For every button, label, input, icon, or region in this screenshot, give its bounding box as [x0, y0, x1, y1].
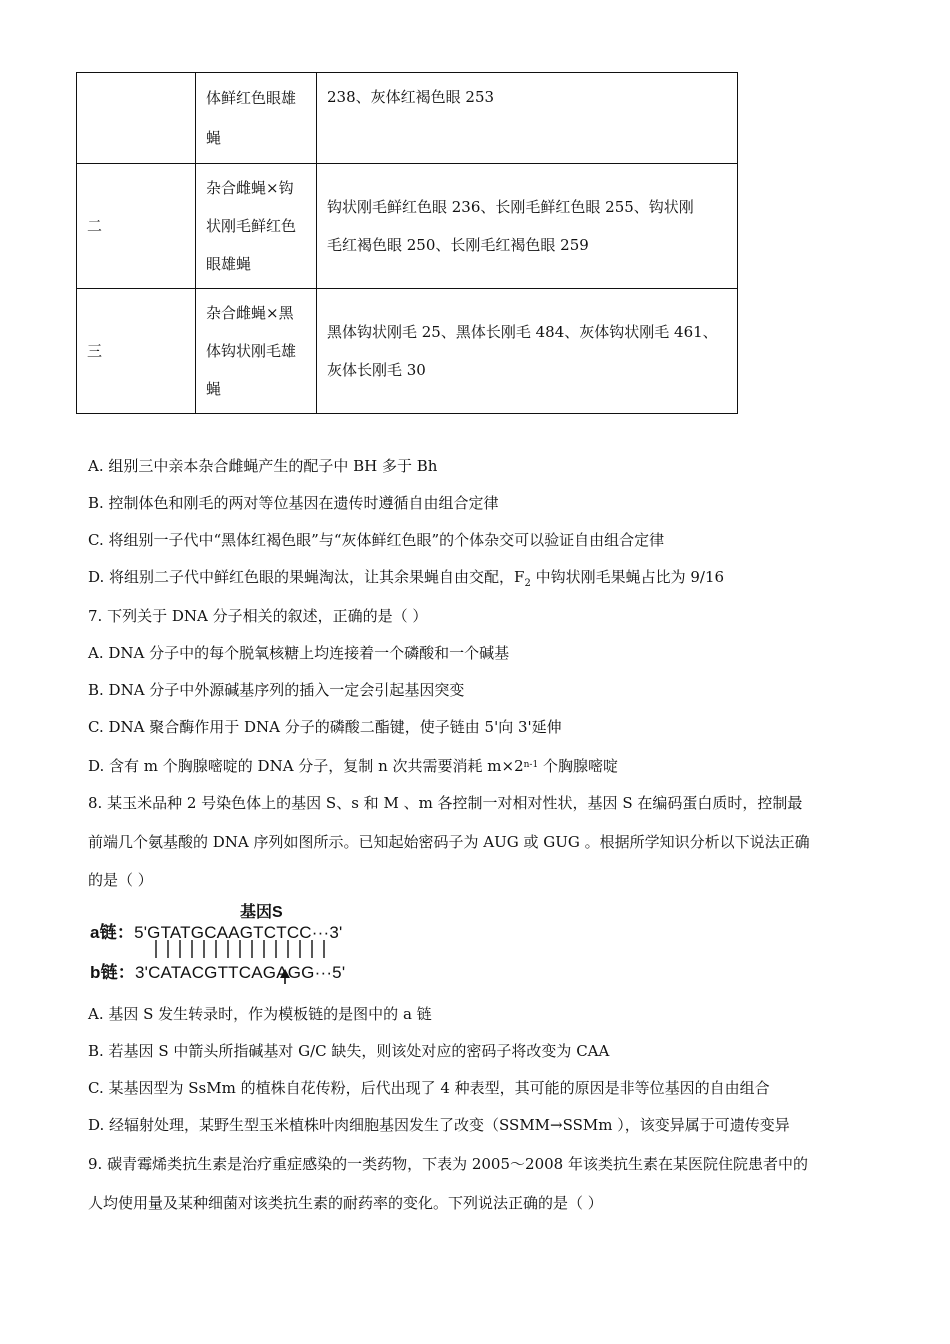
group-cell: 二	[77, 164, 196, 289]
cross-line: 蝇	[206, 380, 222, 398]
q8-option-b: B. 若基因 S 中箭头所指碱基对 G/C 缺失，则该处对应的密码子将改变为 CAA	[88, 1042, 610, 1060]
strand-a-sequence: 5'GTATGCAAGTCTCC···3'	[134, 923, 343, 942]
cross-cell	[196, 289, 317, 414]
cross-cell	[196, 73, 317, 164]
result-cell	[317, 289, 738, 414]
q8-option-a: A. 基因 S 发生转录时，作为模板链的是图中的 a 链	[88, 1005, 432, 1023]
q8-stem-line3: 的是（ ）	[88, 871, 153, 889]
group-cell	[77, 73, 196, 164]
q7-option-a: A. DNA 分子中的每个脱氧核糖上均连接着一个磷酸和一个碱基	[88, 644, 510, 662]
q9-stem-line1: 9. 碳青霉烯类抗生素是治疗重症感染的一类药物，下表为 2005～2008 年该类抗生素在某医院住院患者中的	[88, 1155, 808, 1173]
q7-option-d-text: D. 含有 m 个胸腺嘧啶的 DNA 分子，复制 n 次共需要消耗 m×2	[88, 757, 524, 775]
table-row	[77, 289, 738, 414]
result-line: 黑体钩状刚毛 25、黑体长刚毛 484、灰体钩状刚毛 461、	[327, 323, 718, 341]
q6-option-d-tail: 中钩状刚毛果蝇占比为 9/16	[530, 568, 725, 586]
result-line: 钩状刚毛鲜红色眼 236、长刚毛鲜红色眼 255、钩状刚	[327, 198, 694, 216]
result-line: 238、灰体红褐色眼 253	[327, 88, 495, 106]
q7-option-b: B. DNA 分子中外源碱基序列的插入一定会引起基因突变	[88, 681, 465, 699]
q6-option-b: B. 控制体色和刚毛的两对等位基因在遗传时遵循自由组合定律	[88, 494, 499, 512]
group-cell: 三	[77, 289, 196, 414]
result-line: 毛红褐色眼 250、长刚毛红褐色眼 259	[327, 236, 589, 254]
result-cell	[317, 73, 738, 164]
q6-option-d	[88, 567, 724, 594]
cross-line: 体鲜红色眼雄	[206, 89, 297, 107]
q8-option-c: C. 某基因型为 SsMm 的植株自花传粉，后代出现了 4 种表型，其可能的原因是非等位基因的自由组合	[88, 1079, 770, 1097]
q8-option-d: D. 经辐射处理，某野生型玉米植株叶肉细胞基因发生了改变（SSMM→SSMm ），该变异属于可遗传变异	[88, 1116, 790, 1134]
q7-option-c: C. DNA 聚合酶作用于 DNA 分子的磷酸二酯键，使子链由 5'向 3'延伸	[88, 718, 562, 736]
q7-stem: 7. 下列关于 DNA 分子相关的叙述，正确的是（ ）	[88, 607, 428, 625]
results-table	[76, 72, 738, 414]
result-cell	[317, 164, 738, 289]
superscript: n-1	[523, 760, 539, 770]
subscript: 2	[524, 578, 531, 589]
cross-cell	[196, 164, 317, 289]
q6-option-d-text: D. 将组别二子代中鲜红色眼的果蝇淘汰，让其余果蝇自由交配，F	[88, 568, 525, 586]
cross-line: 状刚毛鲜红色	[206, 217, 297, 235]
pairing-lines	[156, 940, 324, 958]
q6-option-c: C. 将组别一子代中“黑体红褐色眼”与“灰体鲜红色眼”的个体杂交可以验证自由组合定律	[88, 531, 665, 549]
result-line: 灰体长刚毛 30	[327, 361, 426, 379]
cross-line: 眼雄蝇	[206, 255, 252, 273]
figure-title: 基因S	[240, 904, 283, 921]
table-row	[77, 164, 738, 289]
cross-line: 蝇	[206, 129, 222, 147]
strand-a-label: a链：	[90, 923, 135, 942]
cross-line: 杂合雌蝇×黑	[206, 304, 294, 322]
cross-line: 体钩状刚毛雄	[206, 342, 297, 360]
q6-option-a: A. 组别三中亲本杂合雌蝇产生的配子中 BH 多于 Bh	[88, 457, 438, 475]
q7-option-d	[88, 755, 618, 776]
q8-stem-line2: 前端几个氨基酸的 DNA 序列如图所示。已知起始密码子为 AUG 或 GUG 。根据所学知识分析以下说法正确	[88, 833, 810, 851]
strand-b-label: b链：	[90, 963, 135, 982]
dna-figure	[84, 896, 384, 986]
q7-option-d-tail: 个胸腺嘧啶	[538, 757, 618, 775]
q9-stem-line2: 人均使用量及某种细菌对该类抗生素的耐药率的变化。下列说法正确的是（ ）	[88, 1194, 603, 1212]
strand-b	[90, 958, 345, 983]
q8-stem-line1: 8. 某玉米品种 2 号染色体上的基因 S、s 和 M 、m 各控制一对相对性状，基因 S 在编码蛋白质时，控制最	[88, 794, 803, 812]
cross-line: 杂合雌蝇×钩	[206, 179, 294, 197]
strand-b-sequence: 3'CATACGTTCAGAGG···5'	[134, 963, 346, 982]
table-row	[77, 73, 738, 164]
